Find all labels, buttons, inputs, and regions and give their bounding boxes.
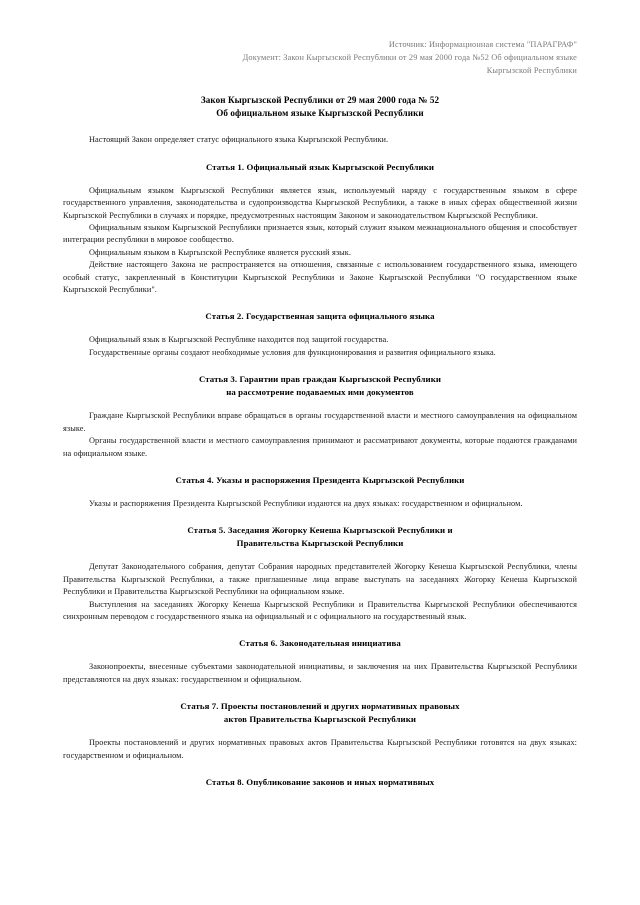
article-heading-3 — [63, 373, 577, 399]
document-title-line-2: Об официальном языке Кыргызской Республики — [216, 108, 424, 119]
article-5-paragraph-2: Выступления на заседаниях Жогорку Кенеша Кыргызской Республики и Правительства Кыргызской Республики обеспечиваются синхронным переводом с государственного языка на официальный и с официального на государственный язык. — [63, 599, 577, 621]
article-body-4 — [63, 498, 577, 510]
article-heading-1-line-1: Статья 1. Официальный язык Кыргызской Республики — [205, 161, 435, 172]
document-title-line-1: Закон Кыргызской Республики от 29 мая 2000 года № 52 — [200, 94, 440, 105]
article-body-6 — [63, 661, 577, 686]
source-line: Источник: Информационная система "ПАРАГРАФ" — [388, 40, 577, 49]
article-3-paragraph-1: Граждане Кыргызской Республики вправе обращаться в органы государственной власти и местного самоуправления на официальном языке. — [63, 411, 577, 433]
article-1-paragraph-1: Официальным языком Кыргызской Республики является язык, используемый наряду с государственным языком в сфере государственного управления, законодательства и судопроизводства Кыргызской Республики, а также в иных сферах общественной жизни Кыргызской Республики в случаях и порядке, предусмотренных настоящим Законом и законодательством Кыргызской Республики. — [63, 185, 577, 220]
article-1-paragraph-2: Официальным языком Кыргызской Республики признается язык, который служит языком межнационального общения и способствует интеграции республики в мировое сообщество. — [63, 223, 577, 245]
article-heading-8 — [63, 776, 577, 789]
document-source-header — [63, 38, 577, 78]
document-title — [63, 94, 577, 121]
article-heading-5-line-1: Статья 5. Заседания Жогорку Кенеша Кыргызской Республики и — [187, 525, 453, 536]
article-heading-7-line-1: Статья 7. Проекты постановлений и других нормативных правовых — [180, 701, 460, 712]
article-heading-4-line-1: Статья 4. Указы и распоряжения Президента Кыргызской Республики — [175, 474, 465, 485]
article-heading-4 — [63, 474, 577, 487]
article-2-paragraph-2: Государственные органы создают необходимые условия для функционирования и развития официального языка. — [89, 347, 496, 357]
article-body-7 — [63, 737, 577, 762]
document-line: Документ: Закон Кыргызской Республики от 29 мая 2000 года №52 Об официальном языке — [242, 53, 577, 63]
article-heading-2-line-1: Статья 2. Государственная защита официального языка — [205, 311, 435, 322]
preamble-paragraph: Настоящий Закон определяет статус официального языка Кыргызской Республики. — [89, 135, 389, 145]
article-body-5 — [63, 561, 577, 623]
article-4-paragraph-1: Указы и распоряжения Президента Кыргызской Республики издаются на двух языках: государственном и официальном. — [89, 498, 523, 508]
article-1-paragraph-4: Действие настоящего Закона не распространяется на отношения, связанные с использованием государственного языка, имеющего особый статус, закрепленный в Конституции Кыргызской Республики и Законе Кыргызской Республики "О государственном языке Кыргызской Республики". — [63, 260, 577, 295]
article-heading-6-line-1: Статья 6. Законодательная инициатива — [239, 638, 401, 649]
article-5-paragraph-1: Депутат Законодательного собрания, депутат Собрания народных представителей Жогорку Кенеша Кыргызской Республики, члены Правительства Кыргызской Республики, а также приглашенные лица вправе выступать на заседаниях Жогорку Кенеша Кыргызской Республики и Правительства Кыргызской Республики на официальном языке. — [63, 562, 577, 597]
article-heading-7-line-2: актов Правительства Кыргызской Республики — [223, 714, 417, 725]
article-heading-7 — [63, 700, 577, 726]
article-1-paragraph-3: Официальным языком в Кыргызской Республике является русский язык. — [89, 247, 352, 257]
article-heading-3-line-2: на рассмотрение подаваемых ими документов — [226, 387, 414, 398]
article-heading-5 — [63, 524, 577, 550]
article-7-paragraph-1: Проекты постановлений и других нормативных правовых актов Правительства Кыргызской Республики готовятся на двух языках: государственном и официальном. — [63, 738, 577, 760]
article-2-paragraph-1: Официальный язык в Кыргызской Республике находится под защитой государства. — [89, 335, 389, 345]
article-body-2 — [63, 334, 577, 359]
article-heading-6 — [63, 637, 577, 650]
article-body-3 — [63, 410, 577, 460]
article-3-paragraph-2: Органы государственной власти и местного самоуправления принимают и рассматривают документы, которые подаются гражданами на официальном языке. — [63, 436, 577, 458]
article-heading-5-line-2: Правительства Кыргызской Республики — [236, 538, 404, 549]
article-heading-3-line-1: Статья 3. Гарантии прав граждан Кыргызской Республики — [198, 374, 442, 385]
article-heading-2 — [63, 310, 577, 323]
document-line-continued: Кыргызской Республики — [486, 66, 577, 76]
article-heading-8-line-1: Статья 8. Опубликование законов и иных нормативных — [205, 776, 435, 787]
article-6-paragraph-1: Законопроекты, внесенные субъектами законодательной инициативы, и заключения на них Правительства Кыргызской Республики представляются на двух языках: государственном и официальном. — [63, 662, 577, 684]
article-heading-1 — [63, 161, 577, 174]
article-body-1 — [63, 185, 577, 297]
